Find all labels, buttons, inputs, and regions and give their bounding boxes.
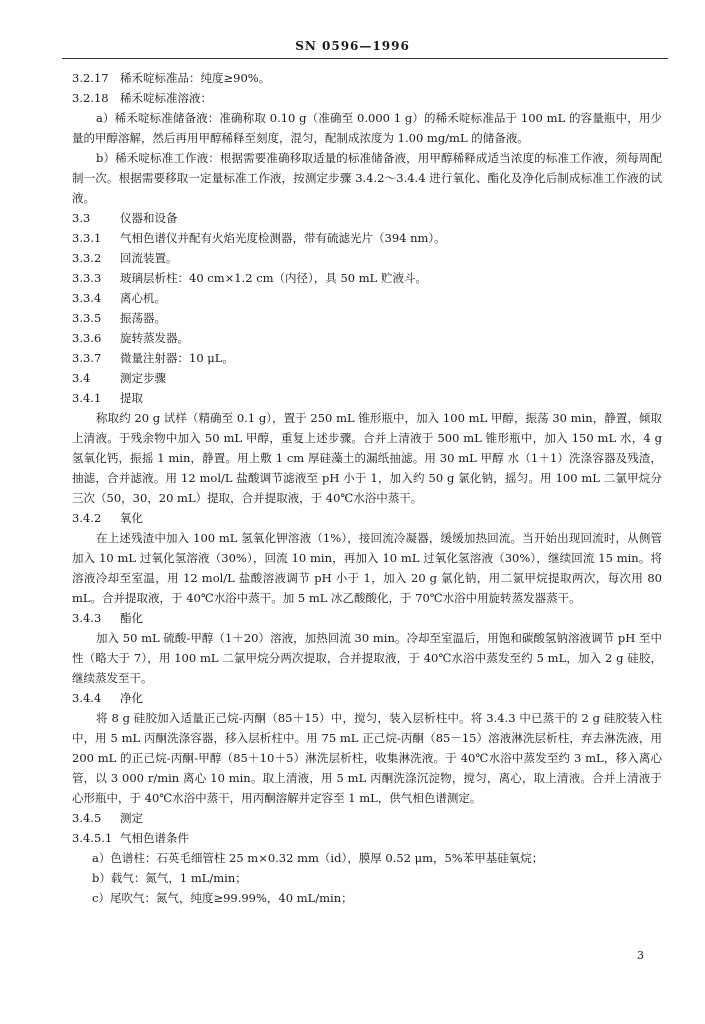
section-number: 3.4 xyxy=(72,371,91,385)
section-heading xyxy=(72,248,662,268)
section-number: 3.4.1 xyxy=(72,391,102,405)
section-title: 微量注射器：10 μL。 xyxy=(120,351,234,365)
section-heading xyxy=(72,288,662,308)
section-number: 3.3.4 xyxy=(72,291,102,305)
section-heading xyxy=(72,388,662,408)
header-rule xyxy=(62,58,668,59)
section-heading xyxy=(72,68,662,88)
section-title: 测定步骤 xyxy=(120,371,166,385)
list-item: c）尾吹气：氮气，纯度≥99.99%，40 mL/min； xyxy=(92,891,353,905)
section-title: 提取 xyxy=(120,391,143,405)
paragraph: 加入 50 mL 硫酸-甲醇（1＋20）溶液，加热回流 30 min。冷却至室温后，用饱和碳酸氢钠溶液调节 pH 至中性（略大于 7），用 100 mL 二氯甲烷分两次提取，合并提取液，于 40℃水浴中蒸发至约 5 mL，加入 2 g 硅胶，继续蒸发至干。 xyxy=(72,631,662,685)
section-title: 稀禾啶标准品：纯度≥90%。 xyxy=(120,71,271,85)
section-number: 3.4.5 xyxy=(72,811,102,825)
section-number: 3.3.7 xyxy=(72,351,102,365)
section-number: 3.4.4 xyxy=(72,691,102,705)
paragraph: 在上述残渣中加入 100 mL 氢氧化钾溶液（1%），接回流冷凝器，缓缓加热回流。当开始出现回流时，从侧管加入 10 mL 过氧化氢溶液（30%），回流 10 min，再加入 10 mL 过氧化氢溶液（30%），继续回流 15 min。将溶液冷却至室温，用 12 mol/L 盐酸溶液调节 pH 小于 1，加入 20 g 氯化钠，用二氯甲烷提取两次，每次用 80 mL。合并提取液，于 40℃水浴中蒸干。加 5 mL 冰乙酸酸化，于 70℃水浴中用旋转蒸发器蒸干。 xyxy=(72,531,662,605)
section-number: 3.3.6 xyxy=(72,331,102,345)
section-title: 振荡器。 xyxy=(120,311,166,325)
paragraph: a）稀禾啶标准储备液：准确称取 0.10 g（准确至 0.000 1 g）的稀禾啶标准品于 100 mL 的容量瓶中，用少量的甲醇溶解，然后再用甲醇稀释至刻度，混匀，配制成浓度为 1.00 mg/mL 的储备液。 xyxy=(72,111,662,145)
section-heading xyxy=(72,328,662,348)
section-title: 净化 xyxy=(120,691,143,705)
section-number: 3.3.1 xyxy=(72,231,102,245)
section-number: 3.2.17 xyxy=(72,71,109,85)
section-title: 玻璃层析柱：40 cm×1.2 cm（内径），具 50 mL 贮液斗。 xyxy=(120,271,427,285)
section-number: 3.4.3 xyxy=(72,611,102,625)
section-heading xyxy=(72,368,662,388)
section-title: 气相色谱仪并配有火焰光度检测器，带有硫滤光片（394 nm）。 xyxy=(120,231,446,245)
paragraph: 将 8 g 硅胶加入适量正己烷-丙酮（85＋15）中，搅匀，装入层析柱中。将 3.4.3 中已蒸干的 2 g 硅胶装入柱中，用 5 mL 丙酮洗涤容器，移入层析柱中。用 75 mL 正己烷-丙酮（85－15）溶液淋洗层析柱，弃去淋洗液，用 200 mL 的正己烷-丙酮-甲醇（85＋10＋5）淋洗层析柱，收集淋洗液。于 40℃水浴中蒸发至约 3 mL，移入离心管，以 3 000 r/min 离心 10 min。取上清液，用 5 mL 丙酮洗涤沉淀物，搅匀，离心，取上清液。合并上清液于心形瓶中，于 40℃水浴中蒸干，用丙酮溶解并定容至 1 mL，供气相色谱测定。 xyxy=(72,711,662,805)
section-title: 气相色谱条件 xyxy=(120,831,189,845)
section-title: 测定 xyxy=(120,811,143,825)
page-number: 3 xyxy=(637,949,644,962)
section-number: 3.3 xyxy=(72,211,91,225)
section-title: 回流装置。 xyxy=(120,251,178,265)
section-heading xyxy=(72,268,662,288)
section-heading xyxy=(72,308,662,328)
section-heading xyxy=(72,688,662,708)
section-heading xyxy=(72,808,662,828)
list-item: a）色谱柱：石英毛细管柱 25 m×0.32 mm（id），膜厚 0.52 μm，5%苯甲基硅氧烷； xyxy=(92,851,544,865)
section-title: 氧化 xyxy=(120,511,143,525)
section-heading xyxy=(72,828,662,848)
section-number: 3.4.5.1 xyxy=(72,831,113,845)
list-item: b）载气：氮气，1 mL/min； xyxy=(92,871,247,885)
section-heading xyxy=(72,608,662,628)
paragraph: 称取约 20 g 试样（精确至 0.1 g），置于 250 mL 锥形瓶中，加入 100 mL 甲醇，振荡 30 min，静置，倾取上清液。于残余物中加入 50 mL 甲醇，重复上述步骤。合并上清液于 500 mL 锥形瓶中，加入 150 mL 水，4 g 氢氧化钙，振摇 1 min，静置。用上敷 1 cm 厚硅藻土的漏纸抽滤。用 30 mL 甲醇 水（1＋1）洗涤容器及残渣，抽滤，合并滤液。用 12 mol/L 盐酸调节滤液至 pH 小于 1，加入约 50 g 氯化钠，摇匀。用 100 mL 二氯甲烷分三次（50，30，20 mL）提取，合并提取液，于 40℃水浴中蒸干。 xyxy=(72,411,662,505)
section-number: 3.2.18 xyxy=(72,91,109,105)
section-title: 仪器和设备 xyxy=(120,211,178,225)
section-heading xyxy=(72,228,662,248)
section-number: 3.3.5 xyxy=(72,311,102,325)
section-number: 3.3.2 xyxy=(72,251,102,265)
section-title: 酯化 xyxy=(120,611,143,625)
section-title: 离心机。 xyxy=(120,291,166,305)
section-heading xyxy=(72,208,662,228)
section-heading xyxy=(72,88,662,108)
section-number: 3.3.3 xyxy=(72,271,102,285)
document-body xyxy=(72,68,662,908)
section-title: 旋转蒸发器。 xyxy=(120,331,189,345)
section-title: 稀禾啶标准溶液： xyxy=(120,91,212,105)
paragraph: b）稀禾啶标准工作液：根据需要准确移取适量的标准储备液，用甲醇稀释成适当浓度的标准工作液，须每周配制一次。根据需要移取一定量标准工作液，按测定步骤 3.4.2～3.4.4 进行氧化、酯化及净化后制成标准工作液的试液。 xyxy=(72,151,662,205)
section-number: 3.4.2 xyxy=(72,511,102,525)
standard-code-header: SN 0596—1996 xyxy=(295,39,410,53)
section-heading xyxy=(72,348,662,368)
section-heading xyxy=(72,508,662,528)
